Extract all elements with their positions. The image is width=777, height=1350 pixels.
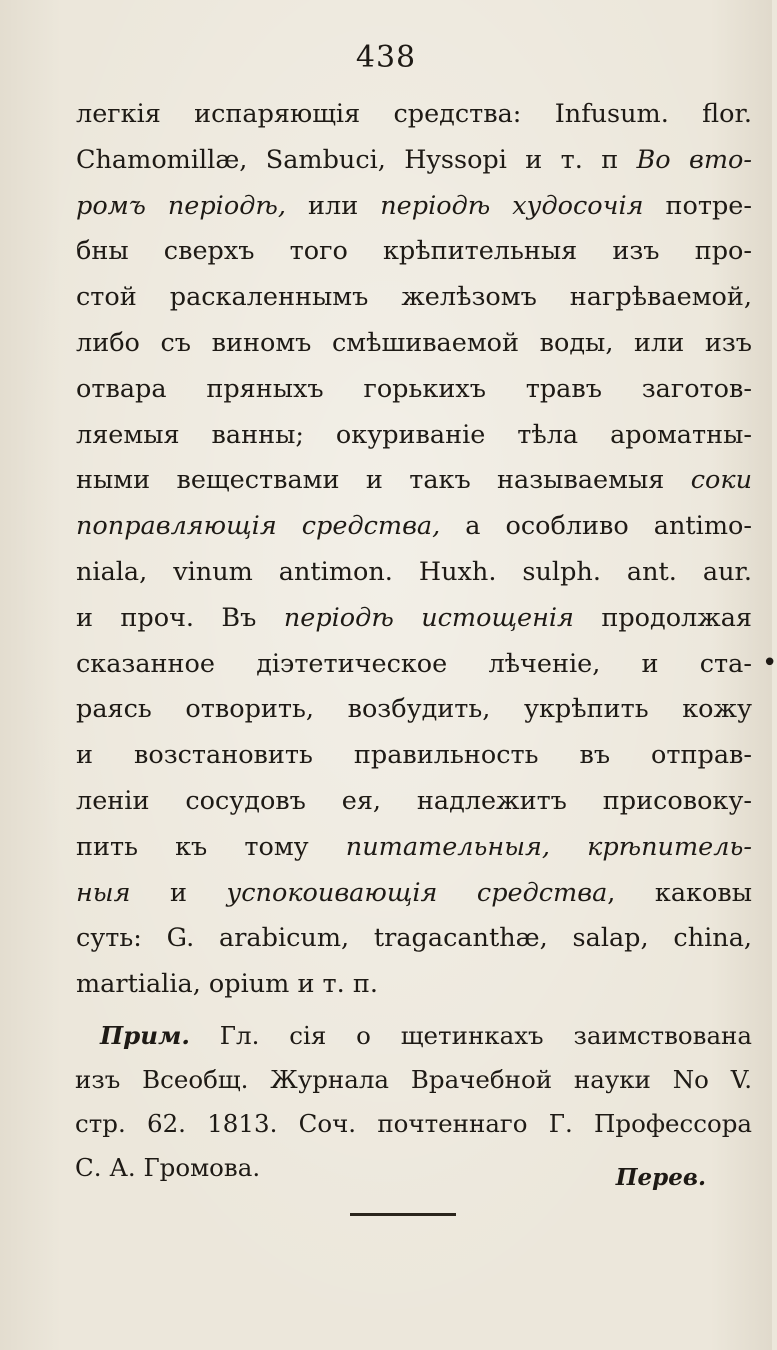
text-line: [76, 138, 752, 184]
text-line: [76, 779, 752, 825]
text-line: [76, 733, 752, 779]
text-run: потре-: [643, 190, 753, 221]
text-run: сказанное діэтетическое лѣченіе, и ста-: [76, 648, 752, 679]
text-line: [76, 184, 752, 230]
text-run: а особливо antimo-: [440, 511, 752, 542]
text-line: [76, 550, 752, 596]
text-run: и: [130, 877, 227, 908]
italic-phrase: Во вто-: [636, 144, 752, 175]
text-run: ными веществами и такъ называемыя: [76, 465, 691, 496]
text-run: и проч. Въ: [76, 602, 284, 633]
translator-mark: Перев.: [615, 1164, 706, 1191]
text-line: [76, 871, 752, 917]
text-run: пить къ тому: [76, 831, 346, 862]
text-line: [76, 596, 752, 642]
text-line: [76, 504, 752, 550]
text-line: [76, 458, 752, 504]
text-run: продолжая: [573, 602, 752, 633]
footnote-line: изъ Всеобщ. Журнала Врачебной науки No V.: [75, 1065, 752, 1094]
text-line: [76, 367, 752, 413]
text-line: [76, 413, 752, 459]
italic-phrase: успокоивающія средства: [226, 877, 608, 908]
text-run: леніи сосудовъ ея, надлежитъ присовоку-: [76, 785, 752, 816]
text-run: ляемыя ванны; окуриваніе тѣла ароматны-: [76, 419, 752, 450]
footnote-text: Гл. сія о щетинкахъ заимствована: [189, 1021, 752, 1050]
italic-phrase: поправляющія средства,: [76, 511, 441, 542]
text-run: или: [285, 190, 381, 221]
text-line: [76, 92, 752, 138]
footnote-line: С. А. Громова.: [75, 1153, 261, 1182]
text-run: Chamomillæ, Sambuci, Hyssopi и т. п: [76, 144, 637, 175]
text-run: легкія испаряющія средства: Infusum. flor.: [76, 99, 752, 129]
text-run: , каковы: [607, 877, 752, 908]
italic-phrase: соки: [690, 465, 752, 496]
text-run: niala, vinum antimon. Huxh. sulph. ant. aur.: [76, 556, 752, 587]
text-run: стой раскаленнымъ желѣзомъ нагрѣваемой,: [76, 282, 752, 313]
closing-rule: [350, 1213, 456, 1216]
text-line: [76, 687, 752, 733]
text-run: отвара пряныхъ горькихъ травъ заготов-: [76, 373, 752, 404]
text-line: [76, 825, 752, 871]
page-number: 438: [355, 40, 417, 75]
text-run: суть: G. arabicum, tragacanthæ, salap, china,: [76, 923, 752, 954]
text-run: martialia, opium и т. п.: [76, 969, 378, 1000]
text-line: [76, 962, 752, 1008]
footnote-line: [100, 1014, 752, 1058]
text-run: раясь отворить, возбудить, укрѣпить кожу: [76, 694, 752, 725]
text-line: [76, 275, 752, 321]
italic-phrase: періодѣ истощенія: [283, 602, 574, 633]
italic-phrase: періодѣ худосочія: [380, 190, 644, 221]
italic-phrase: питательныя, крѣпитель-: [345, 831, 752, 862]
text-line: [76, 642, 752, 688]
footnote-label: Прим.: [100, 1021, 190, 1050]
italic-phrase: ныя: [76, 877, 131, 908]
text-line: [76, 321, 752, 367]
margin-mark-icon: •: [762, 648, 777, 678]
text-line: [76, 916, 752, 962]
text-run: бны сверхъ того крѣпительныя изъ про-: [76, 236, 752, 267]
main-text-block: [76, 92, 752, 1008]
text-run: либо съ виномъ смѣшиваемой воды, или изъ: [76, 327, 752, 358]
text-line: [76, 229, 752, 275]
italic-phrase: ромъ періодѣ,: [76, 190, 286, 221]
text-run: и возстановить правильность въ отправ-: [76, 740, 752, 771]
footnote-line: стр. 62. 1813. Соч. почтеннаго Г. Профессора: [75, 1109, 752, 1138]
